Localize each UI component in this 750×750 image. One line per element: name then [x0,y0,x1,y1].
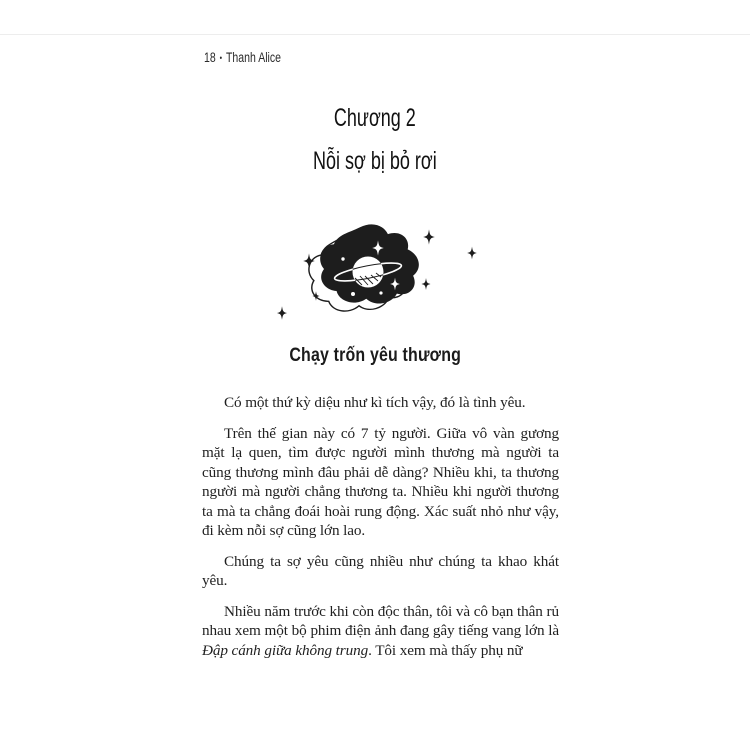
paragraph-text: Nhiều năm trước khi còn độc thân, tôi và cô bạn thân rủ nhau xem một bộ phim điện ảnh đang gây tiếng vang lớn là [202,602,559,639]
chapter-number-heading [0,106,750,131]
white-star-dot [341,257,344,260]
header-separator-dot: • [219,53,223,63]
white-star-dot [379,291,382,294]
section-heading [0,345,750,367]
page-number: 18 [204,50,216,65]
paragraph: Chúng ta sợ yêu cũng nhiều như chúng ta khao khát yêu. [202,552,559,589]
paragraph-text: . Tôi xem mà thấy phụ nữ [368,641,523,659]
white-star-dot [351,292,355,296]
black-sparkle-star-icon [422,278,431,290]
black-sparkle-star-icon [277,306,287,320]
saturn-planet [353,257,384,288]
paragraph: Có một thứ kỳ diệu như kì tích vậy, đó là tình yêu. [224,394,526,411]
page-edge-line [0,34,750,35]
saturn-blob-doodle-icon [261,197,489,342]
black-sparkle-star-icon [423,229,434,244]
running-header-text [204,50,281,65]
chapter-title-text: Nỗi sợ bị bỏ rơi [313,147,437,175]
black-sparkle-star-icon [303,253,314,268]
chapter-illustration [0,197,750,342]
body-text-column [202,393,559,671]
paragraph [202,602,559,661]
paragraph: Trên thế gian này có 7 tỷ người. Giữa vô vàn gương mặt lạ quen, tìm được người mình thương mà người ta cũng thương mình đâu phải dễ dàng? Nhiều khi, ta thương người mà người chẳng thương ta. Nhiều khi người thương ta mà ta chẳng đoái hoài rung động. Xác suất nhỏ như vậy, đi kèm nỗi sợ cũng lớn lao. [202,424,559,539]
running-header [204,50,303,65]
chapter-number-label: Chương 2 [334,104,416,132]
running-title-author: Thanh Alice [225,50,282,65]
section-heading-text: Chạy trốn yêu thương [289,345,461,366]
black-sparkle-star-icon [467,247,477,260]
chapter-title-heading [0,149,750,174]
movie-title-italic: Đập cánh giữa không trung [202,641,369,659]
